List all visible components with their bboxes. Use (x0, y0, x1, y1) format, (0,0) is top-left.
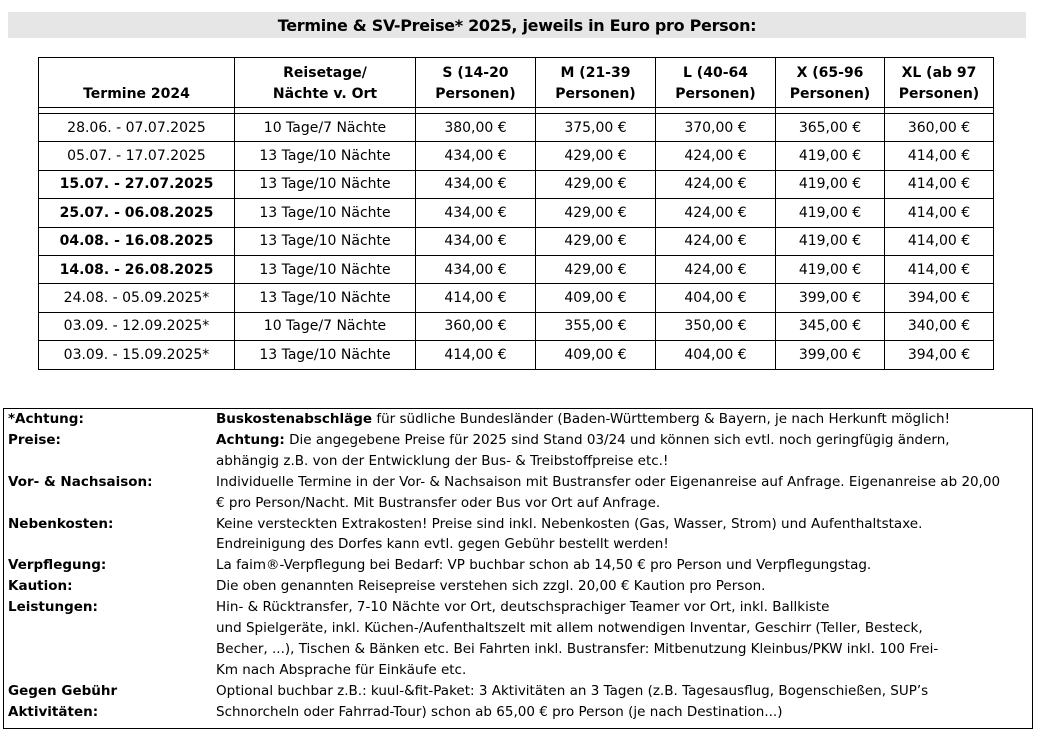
column-header-text: Nächte v. Ort (272, 86, 378, 102)
table-row (39, 284, 994, 312)
note-row (4, 597, 1032, 618)
price-cell: 409,00 € (536, 284, 656, 312)
column-header-text: Personen) (555, 86, 636, 102)
price-cell: 414,00 € (885, 170, 994, 198)
note-text: Hin- & Rücktransfer, 7-10 Nächte vor Ort, deutschsprachiger Teamer vor Ort, inkl. Ballkiste (216, 599, 830, 616)
note-label: Aktivitäten: (8, 703, 99, 720)
price-table-body (39, 114, 994, 370)
price-cell: 414,00 € (416, 341, 536, 369)
price-cell: 375,00 € (536, 114, 656, 142)
price-cell: 404,00 € (656, 284, 776, 312)
column-header-text: Termine 2024 (83, 86, 190, 102)
column-header (416, 58, 536, 108)
table-row (39, 142, 994, 170)
price-cell: 345,00 € (776, 312, 885, 340)
note-row (4, 660, 1032, 681)
column-header (536, 58, 656, 108)
price-cell: 414,00 € (885, 199, 994, 227)
note-text: € pro Person/Nacht. Mit Bustransfer oder Bus vor Ort auf Anfrage. (216, 494, 661, 511)
price-cell: 414,00 € (885, 142, 994, 170)
note-row (4, 451, 1032, 472)
column-header-text: Personen) (898, 86, 980, 102)
note-text: Die oben genannten Reisepreise verstehen sich zzgl. 20,00 € Kaution pro Person. (216, 578, 766, 595)
price-cell: 424,00 € (656, 142, 776, 170)
duration-cell: 13 Tage/10 Nächte (235, 255, 416, 283)
note-label: Leistungen: (8, 599, 98, 616)
table-row (39, 227, 994, 255)
table-row (39, 170, 994, 198)
note-label: Gegen Gebühr (8, 682, 118, 699)
note-label: Verpflegung: (8, 557, 107, 574)
note-label: *Achtung: (8, 411, 84, 427)
notes-box (3, 408, 1033, 729)
price-cell: 419,00 € (776, 199, 885, 227)
note-row (4, 555, 1032, 576)
duration-cell: 10 Tage/7 Nächte (235, 114, 416, 142)
note-text: Achtung: Die angegebene Preise für 2025 sind Stand 03/24 und können sich evtl. noch geringfügig ändern, (216, 431, 950, 448)
date-cell: 14.08. - 26.08.2025 (39, 255, 235, 283)
note-row (4, 576, 1032, 597)
price-cell: 434,00 € (416, 227, 536, 255)
price-cell: 350,00 € (656, 312, 776, 340)
price-cell: 340,00 € (885, 312, 994, 340)
column-header (776, 58, 885, 108)
date-cell: 24.08. - 05.09.2025* (39, 284, 235, 312)
note-label (4, 618, 216, 639)
price-cell: 394,00 € (885, 341, 994, 369)
price-cell: 414,00 € (885, 255, 994, 283)
price-cell: 419,00 € (776, 255, 885, 283)
note-row (4, 639, 1032, 660)
note-label (4, 534, 216, 555)
duration-cell: 13 Tage/10 Nächte (235, 227, 416, 255)
note-label (4, 493, 216, 514)
price-cell: 424,00 € (656, 199, 776, 227)
note-text: Schnorcheln oder Fahrrad-Tour) schon ab 65,00 € pro Person (je nach Destination...) (216, 703, 783, 720)
note-text: Optional buchbar z.B.: kuul-&fit-Paket: 3 Aktivitäten an 3 Tagen (z.B. Tagesausflug, Bogenschießen, SUP’s (216, 682, 929, 699)
column-header-text: Personen) (435, 86, 516, 102)
price-cell: 419,00 € (776, 170, 885, 198)
note-row (4, 493, 1032, 514)
price-cell: 419,00 € (776, 142, 885, 170)
price-table-header (39, 58, 994, 114)
note-row (4, 618, 1032, 639)
price-cell: 429,00 € (536, 199, 656, 227)
note-text: Becher, ...), Tischen & Bänken etc. Bei Fahrten inkl. Bustransfer: Mitbenutzung Kleinbus/PKW inkl. 100 Frei- (216, 640, 939, 657)
duration-cell: 10 Tage/7 Nächte (235, 312, 416, 340)
note-text: Endreinigung des Dorfes kann evtl. gegen Gebühr bestellt werden! (216, 536, 669, 553)
price-cell: 360,00 € (416, 312, 536, 340)
date-cell: 03.09. - 12.09.2025* (39, 312, 235, 340)
note-label: Vor- & Nachsaison: (8, 473, 153, 490)
price-cell: 360,00 € (885, 114, 994, 142)
price-cell: 424,00 € (656, 170, 776, 198)
price-cell: 429,00 € (536, 170, 656, 198)
price-cell: 409,00 € (536, 341, 656, 369)
table-row (39, 199, 994, 227)
date-cell: 15.07. - 27.07.2025 (39, 170, 235, 198)
price-cell: 429,00 € (536, 142, 656, 170)
table-row (39, 312, 994, 340)
duration-cell: 13 Tage/10 Nächte (235, 284, 416, 312)
note-row (4, 702, 1032, 723)
note-text: Km nach Absprache für Einkäufe etc. (216, 661, 467, 678)
column-header (235, 58, 416, 108)
table-row (39, 114, 994, 142)
note-label: Preise: (8, 431, 61, 448)
price-cell: 365,00 € (776, 114, 885, 142)
column-header-text: Personen) (675, 86, 756, 102)
date-cell: 28.06. - 07.07.2025 (39, 114, 235, 142)
note-label: Nebenkosten: (8, 515, 114, 532)
note-label: Kaution: (8, 578, 73, 595)
note-text: und Spielgeräte, inkl. Küchen-/Aufenthaltszelt mit allem notwendigen Inventar, Geschirr (Teller, Besteck, (216, 620, 923, 637)
price-cell: 399,00 € (776, 284, 885, 312)
note-row (4, 681, 1032, 702)
price-cell: 414,00 € (885, 227, 994, 255)
duration-cell: 13 Tage/10 Nächte (235, 341, 416, 369)
note-text: abhängig z.B. von der Entwicklung der Bus- & Treibstoffpreise etc.! (216, 452, 669, 469)
price-cell: 355,00 € (536, 312, 656, 340)
note-text: Individuelle Termine in der Vor- & Nachsaison mit Bustransfer oder Eigenanreise auf Anfrage. Eigenanreise ab 20,00 (216, 473, 1001, 490)
price-cell: 419,00 € (776, 227, 885, 255)
price-cell: 424,00 € (656, 255, 776, 283)
price-cell: 434,00 € (416, 142, 536, 170)
column-header-text: X (65-96 (796, 65, 864, 81)
price-cell: 394,00 € (885, 284, 994, 312)
column-header (656, 58, 776, 108)
note-row (4, 534, 1032, 555)
note-row (4, 514, 1032, 535)
price-cell: 370,00 € (656, 114, 776, 142)
table-row (39, 255, 994, 283)
price-cell: 434,00 € (416, 170, 536, 198)
note-text: Keine versteckten Extrakosten! Preise sind inkl. Nebenkosten (Gas, Wasser, Strom) und Aufenthaltstaxe. (216, 515, 923, 532)
note-label (4, 639, 216, 660)
column-header-text: XL (ab 97 (901, 65, 977, 81)
column-header-text: S (14-20 (442, 65, 509, 81)
price-cell: 434,00 € (416, 255, 536, 283)
price-cell: 404,00 € (656, 341, 776, 369)
note-text: La faim®-Verpflegung bei Bedarf: VP buchbar schon ab 14,50 € pro Person und Verpflegungstag. (216, 557, 872, 574)
note-row (4, 472, 1032, 493)
price-cell: 414,00 € (416, 284, 536, 312)
page-title-text: Termine & SV-Preise* 2025, jeweils in Euro pro Person: (277, 15, 757, 35)
note-label (4, 451, 216, 472)
table-row (39, 341, 994, 369)
price-cell: 380,00 € (416, 114, 536, 142)
column-header-text: Personen) (789, 86, 871, 102)
date-cell: 04.08. - 16.08.2025 (39, 227, 235, 255)
column-header-text: Reisetage/ (283, 65, 367, 81)
note-label (4, 660, 216, 681)
date-cell: 25.07. - 06.08.2025 (39, 199, 235, 227)
column-header (885, 58, 994, 108)
price-cell: 429,00 € (536, 255, 656, 283)
duration-cell: 13 Tage/10 Nächte (235, 170, 416, 198)
column-header-text: L (40-64 (683, 65, 748, 81)
note-row (4, 409, 1032, 430)
duration-cell: 13 Tage/10 Nächte (235, 142, 416, 170)
price-cell: 434,00 € (416, 199, 536, 227)
note-text: Buskostenabschläge für südliche Bundesländer (Baden-Württemberg & Bayern, je nach Herkunft möglich! (216, 411, 950, 427)
price-table (38, 57, 994, 370)
duration-cell: 13 Tage/10 Nächte (235, 199, 416, 227)
column-header (39, 58, 235, 108)
price-cell: 424,00 € (656, 227, 776, 255)
note-row (4, 430, 1032, 451)
price-cell: 399,00 € (776, 341, 885, 369)
column-header-text: M (21-39 (560, 65, 631, 81)
date-cell: 05.07. - 17.07.2025 (39, 142, 235, 170)
price-cell: 429,00 € (536, 227, 656, 255)
page-title (8, 12, 1026, 38)
date-cell: 03.09. - 15.09.2025* (39, 341, 235, 369)
